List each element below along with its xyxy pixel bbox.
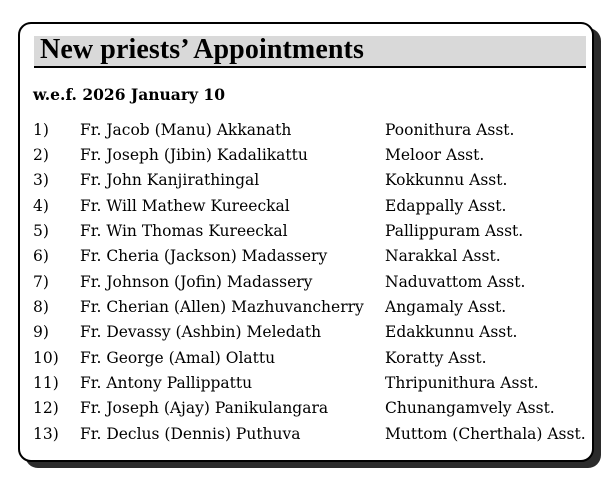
- row-number: 11): [33, 374, 59, 392]
- row-number: 10): [33, 349, 59, 367]
- appointment-row: [0, 346, 611, 371]
- appointment-post: Edakkunnu Asst.: [385, 323, 518, 341]
- appointment-post: Edappally Asst.: [385, 197, 507, 215]
- priest-name: Fr. Johnson (Jofin) Madassery: [80, 273, 313, 291]
- row-number: 5): [33, 222, 49, 240]
- appointment-post: Narakkal Asst.: [385, 247, 501, 265]
- priest-name: Fr. Win Thomas Kureeckal: [80, 222, 288, 240]
- appointment-row: [0, 118, 611, 143]
- appointment-post: Muttom (Cherthala) Asst.: [385, 425, 586, 443]
- appointment-row: [0, 143, 611, 168]
- row-number: 13): [33, 425, 59, 443]
- appointment-row: [0, 295, 611, 320]
- appointment-post: Kokkunnu Asst.: [385, 171, 508, 189]
- appointment-post: Angamaly Asst.: [385, 298, 507, 316]
- priest-name: Fr. Joseph (Ajay) Panikulangara: [80, 399, 329, 417]
- appointment-row: [0, 371, 611, 396]
- effective-date: w.e.f. 2026 January 10: [33, 85, 225, 104]
- priest-name: Fr. Cherian (Allen) Mazhuvancherry: [80, 298, 364, 316]
- row-number: 9): [33, 323, 49, 341]
- row-number: 2): [33, 146, 49, 164]
- appointment-post: Meloor Asst.: [385, 146, 485, 164]
- appointment-post: Thripunithura Asst.: [385, 374, 539, 392]
- priest-name: Fr. Devassy (Ashbin) Meledath: [80, 323, 322, 341]
- priest-name: Fr. Joseph (Jibin) Kadalikattu: [80, 146, 308, 164]
- appointment-row: [0, 194, 611, 219]
- appointment-row: [0, 168, 611, 193]
- priest-name: Fr. George (Amal) Olattu: [80, 349, 276, 367]
- appointment-row: [0, 422, 611, 447]
- notice-title: New priests’ Appointments: [40, 34, 364, 65]
- appointment-post: Chunangamvely Asst.: [385, 399, 555, 417]
- priest-name: Fr. Will Mathew Kureeckal: [80, 197, 290, 215]
- row-number: 12): [33, 399, 59, 417]
- row-number: 4): [33, 197, 49, 215]
- row-number: 1): [33, 121, 49, 139]
- priest-name: Fr. Jacob (Manu) Akkanath: [80, 121, 292, 139]
- row-number: 8): [33, 298, 49, 316]
- appointment-row: [0, 244, 611, 269]
- appointment-post: Pallippuram Asst.: [385, 222, 524, 240]
- appointment-post: Naduvattom Asst.: [385, 273, 526, 291]
- row-number: 7): [33, 273, 49, 291]
- row-number: 3): [33, 171, 49, 189]
- appointment-row: [0, 396, 611, 421]
- appointment-row: [0, 219, 611, 244]
- appointment-post: Koratty Asst.: [385, 349, 487, 367]
- priest-name: Fr. Declus (Dennis) Puthuva: [80, 425, 301, 443]
- appointment-row: [0, 320, 611, 345]
- row-number: 6): [33, 247, 49, 265]
- priest-name: Fr. John Kanjirathingal: [80, 171, 260, 189]
- appointment-row: [0, 270, 611, 295]
- priest-name: Fr. Antony Pallippattu: [80, 374, 253, 392]
- priest-name: Fr. Cheria (Jackson) Madassery: [80, 247, 328, 265]
- appointment-post: Poonithura Asst.: [385, 121, 515, 139]
